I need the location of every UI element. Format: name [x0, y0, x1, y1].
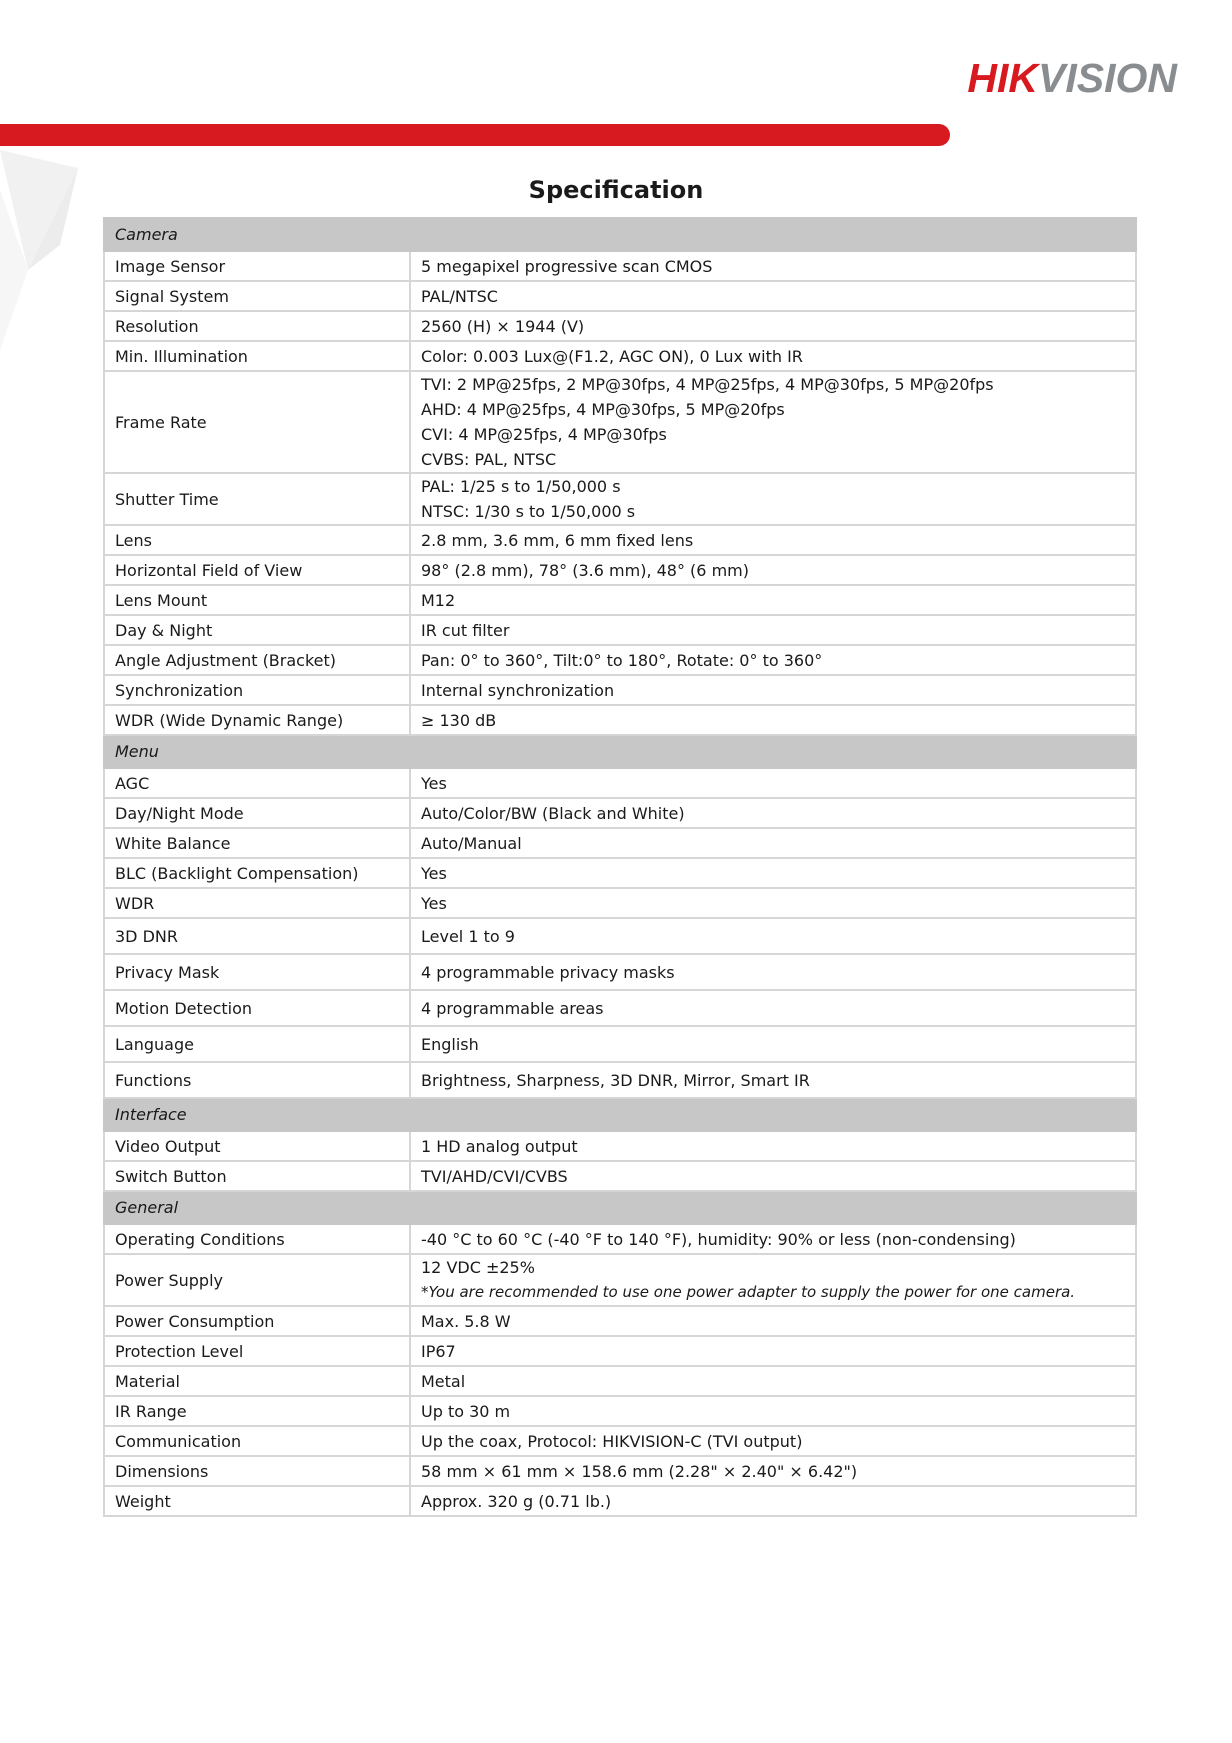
spec-label: Dimensions: [104, 1456, 410, 1486]
spec-value-line: 4 programmable areas: [421, 998, 604, 1018]
spec-label: WDR (Wide Dynamic Range): [104, 705, 410, 735]
spec-value: [410, 1486, 1136, 1516]
spec-label: Protection Level: [104, 1336, 410, 1366]
spec-row: [104, 251, 1136, 281]
spec-value-line: M12: [421, 590, 456, 610]
spec-row: [104, 1486, 1136, 1516]
spec-value: [410, 1131, 1136, 1161]
section-header: [104, 1098, 1136, 1131]
spec-value: [410, 371, 1136, 473]
spec-value-line: Pan: 0° to 360°, Tilt:0° to 180°, Rotate: 0° to 360°: [421, 650, 823, 670]
spec-value-line: Brightness, Sharpness, 3D DNR, Mirror, Smart IR: [421, 1070, 810, 1090]
section-header: [104, 735, 1136, 768]
spec-row: [104, 1366, 1136, 1396]
spec-value-line: 98° (2.8 mm), 78° (3.6 mm), 48° (6 mm): [421, 560, 749, 580]
spec-row: [104, 1426, 1136, 1456]
spec-label: Min. Illumination: [104, 341, 410, 371]
spec-label: Lens Mount: [104, 585, 410, 615]
spec-value-line: CVBS: PAL, NTSC: [421, 450, 557, 469]
spec-label: Weight: [104, 1486, 410, 1516]
spec-value-line: Yes: [421, 893, 447, 913]
spec-value: [410, 858, 1136, 888]
spec-value: [410, 888, 1136, 918]
specification-table: [103, 217, 1137, 1517]
spec-value: [410, 1336, 1136, 1366]
spec-row: [104, 281, 1136, 311]
spec-row: [104, 615, 1136, 645]
spec-value: [410, 1254, 1136, 1306]
spec-value-line: AHD: 4 MP@25fps, 4 MP@30fps, 5 MP@20fps: [421, 400, 785, 419]
spec-row: [104, 1306, 1136, 1336]
spec-value: [410, 555, 1136, 585]
spec-value-line: Auto/Color/BW (Black and White): [421, 803, 685, 823]
spec-value-line: IR cut filter: [421, 620, 510, 640]
spec-note: *You are recommended to use one power adapter to supply the power for one camera.: [421, 1283, 1076, 1301]
spec-label: AGC: [104, 768, 410, 798]
spec-value: [410, 1161, 1136, 1191]
spec-row: [104, 828, 1136, 858]
spec-label: White Balance: [104, 828, 410, 858]
spec-row: [104, 1131, 1136, 1161]
spec-value: [410, 705, 1136, 735]
spec-row: [104, 918, 1136, 954]
section-title: Camera: [104, 218, 1136, 251]
spec-value: [410, 1366, 1136, 1396]
spec-value-line: Yes: [421, 863, 447, 883]
spec-row: [104, 645, 1136, 675]
spec-label: Privacy Mask: [104, 954, 410, 990]
spec-label: Power Consumption: [104, 1306, 410, 1336]
spec-value: [410, 1306, 1136, 1336]
spec-value-line: 2560 (H) × 1944 (V): [421, 316, 585, 336]
spec-value-line: PAL/NTSC: [421, 286, 498, 306]
spec-value-line: ≥ 130 dB: [421, 710, 497, 730]
section-title: Interface: [104, 1098, 1136, 1131]
spec-row: [104, 954, 1136, 990]
spec-value-line: Yes: [421, 773, 447, 793]
header-red-bar: [0, 124, 950, 146]
spec-value-line: 2.8 mm, 3.6 mm, 6 mm fixed lens: [421, 530, 694, 550]
spec-value: [410, 645, 1136, 675]
spec-row: [104, 1161, 1136, 1191]
spec-row: [104, 555, 1136, 585]
spec-row: [104, 341, 1136, 371]
spec-label: Language: [104, 1026, 410, 1062]
spec-row: [104, 675, 1136, 705]
spec-value: [410, 828, 1136, 858]
spec-label: Switch Button: [104, 1161, 410, 1191]
spec-label: Motion Detection: [104, 990, 410, 1026]
spec-value-line: Metal: [421, 1371, 466, 1391]
spec-label: Day/Night Mode: [104, 798, 410, 828]
spec-value: [410, 341, 1136, 371]
spec-value-line: Max. 5.8 W: [421, 1311, 511, 1331]
spec-value-line: 58 mm × 61 mm × 158.6 mm (2.28" × 2.40" × 6.42"): [421, 1461, 858, 1481]
spec-label: Resolution: [104, 311, 410, 341]
spec-label: IR Range: [104, 1396, 410, 1426]
spec-row: [104, 1396, 1136, 1426]
spec-row: [104, 1254, 1136, 1306]
spec-label: BLC (Backlight Compensation): [104, 858, 410, 888]
spec-row: [104, 1026, 1136, 1062]
spec-label: Signal System: [104, 281, 410, 311]
spec-value-line: TVI: 2 MP@25fps, 2 MP@30fps, 4 MP@25fps, 4 MP@30fps, 5 MP@20fps: [421, 375, 994, 394]
section-title: Menu: [104, 735, 1136, 768]
spec-value: [410, 798, 1136, 828]
spec-label: Lens: [104, 525, 410, 555]
spec-row: [104, 798, 1136, 828]
spec-label: Horizontal Field of View: [104, 555, 410, 585]
spec-value: [410, 473, 1136, 525]
spec-row: [104, 473, 1136, 525]
spec-value: [410, 675, 1136, 705]
page-title: Specification: [528, 176, 704, 204]
spec-row: [104, 311, 1136, 341]
spec-value-line: PAL: 1/25 s to 1/50,000 s: [421, 477, 621, 496]
spec-label: Functions: [104, 1062, 410, 1098]
spec-value-line: Internal synchronization: [421, 680, 615, 700]
spec-value: [410, 281, 1136, 311]
section-header: [104, 218, 1136, 251]
spec-value: [410, 1224, 1136, 1254]
spec-value-line: 12 VDC ±25%: [421, 1258, 535, 1277]
spec-value-line: Color: 0.003 Lux@(F1.2, AGC ON), 0 Lux with IR: [421, 346, 803, 366]
spec-value-line: TVI/AHD/CVI/CVBS: [421, 1166, 568, 1186]
spec-value: [410, 1456, 1136, 1486]
spec-value: [410, 768, 1136, 798]
spec-value: [410, 1062, 1136, 1098]
spec-value-line: -40 °C to 60 °C (-40 °F to 140 °F), humidity: 90% or less (non-condensing): [421, 1229, 1016, 1249]
spec-value-line: English: [421, 1034, 479, 1054]
spec-value: [410, 990, 1136, 1026]
spec-value-line: 5 megapixel progressive scan CMOS: [421, 256, 713, 276]
spec-value: [410, 1426, 1136, 1456]
spec-row: [104, 525, 1136, 555]
spec-value-line: CVI: 4 MP@25fps, 4 MP@30fps: [421, 425, 667, 444]
spec-row: [104, 371, 1136, 473]
spec-value-line: Up the coax, Protocol: HIKVISION-C (TVI output): [421, 1431, 803, 1451]
spec-value: [410, 311, 1136, 341]
spec-label: 3D DNR: [104, 918, 410, 954]
spec-label: Power Supply: [104, 1254, 410, 1306]
spec-row: [104, 585, 1136, 615]
spec-label: Angle Adjustment (Bracket): [104, 645, 410, 675]
spec-row: [104, 768, 1136, 798]
spec-value: [410, 954, 1136, 990]
spec-row: [104, 1336, 1136, 1366]
spec-value: [410, 1396, 1136, 1426]
spec-label: Image Sensor: [104, 251, 410, 281]
spec-value: [410, 918, 1136, 954]
spec-label: Material: [104, 1366, 410, 1396]
spec-label: Frame Rate: [104, 371, 410, 473]
spec-value-line: Level 1 to 9: [421, 926, 515, 946]
spec-value-line: NTSC: 1/30 s to 1/50,000 s: [421, 502, 636, 521]
spec-row: [104, 1456, 1136, 1486]
spec-value: [410, 585, 1136, 615]
spec-value-line: IP67: [421, 1341, 456, 1361]
spec-row: [104, 888, 1136, 918]
spec-row: [104, 990, 1136, 1026]
section-header: [104, 1191, 1136, 1224]
spec-row: [104, 705, 1136, 735]
spec-value-line: 1 HD analog output: [421, 1136, 578, 1156]
spec-value: [410, 525, 1136, 555]
spec-label: Video Output: [104, 1131, 410, 1161]
spec-label: Operating Conditions: [104, 1224, 410, 1254]
spec-value-line: Up to 30 m: [421, 1401, 511, 1421]
spec-value: [410, 615, 1136, 645]
spec-value-line: Auto/Manual: [421, 833, 522, 853]
spec-value: [410, 251, 1136, 281]
hikvision-logo: [967, 55, 1177, 102]
spec-value: [410, 1026, 1136, 1062]
spec-label: WDR: [104, 888, 410, 918]
spec-value-line: 4 programmable privacy masks: [421, 962, 675, 982]
logo-part-a: HIK: [967, 55, 1039, 101]
spec-row: [104, 1062, 1136, 1098]
logo-part-b: VISION: [1038, 55, 1177, 101]
spec-label: Shutter Time: [104, 473, 410, 525]
spec-row: [104, 1224, 1136, 1254]
spec-label: Day & Night: [104, 615, 410, 645]
spec-label: Communication: [104, 1426, 410, 1456]
spec-row: [104, 858, 1136, 888]
section-title: General: [104, 1191, 1136, 1224]
spec-label: Synchronization: [104, 675, 410, 705]
spec-value-line: Approx. 320 g (0.71 lb.): [421, 1491, 612, 1511]
